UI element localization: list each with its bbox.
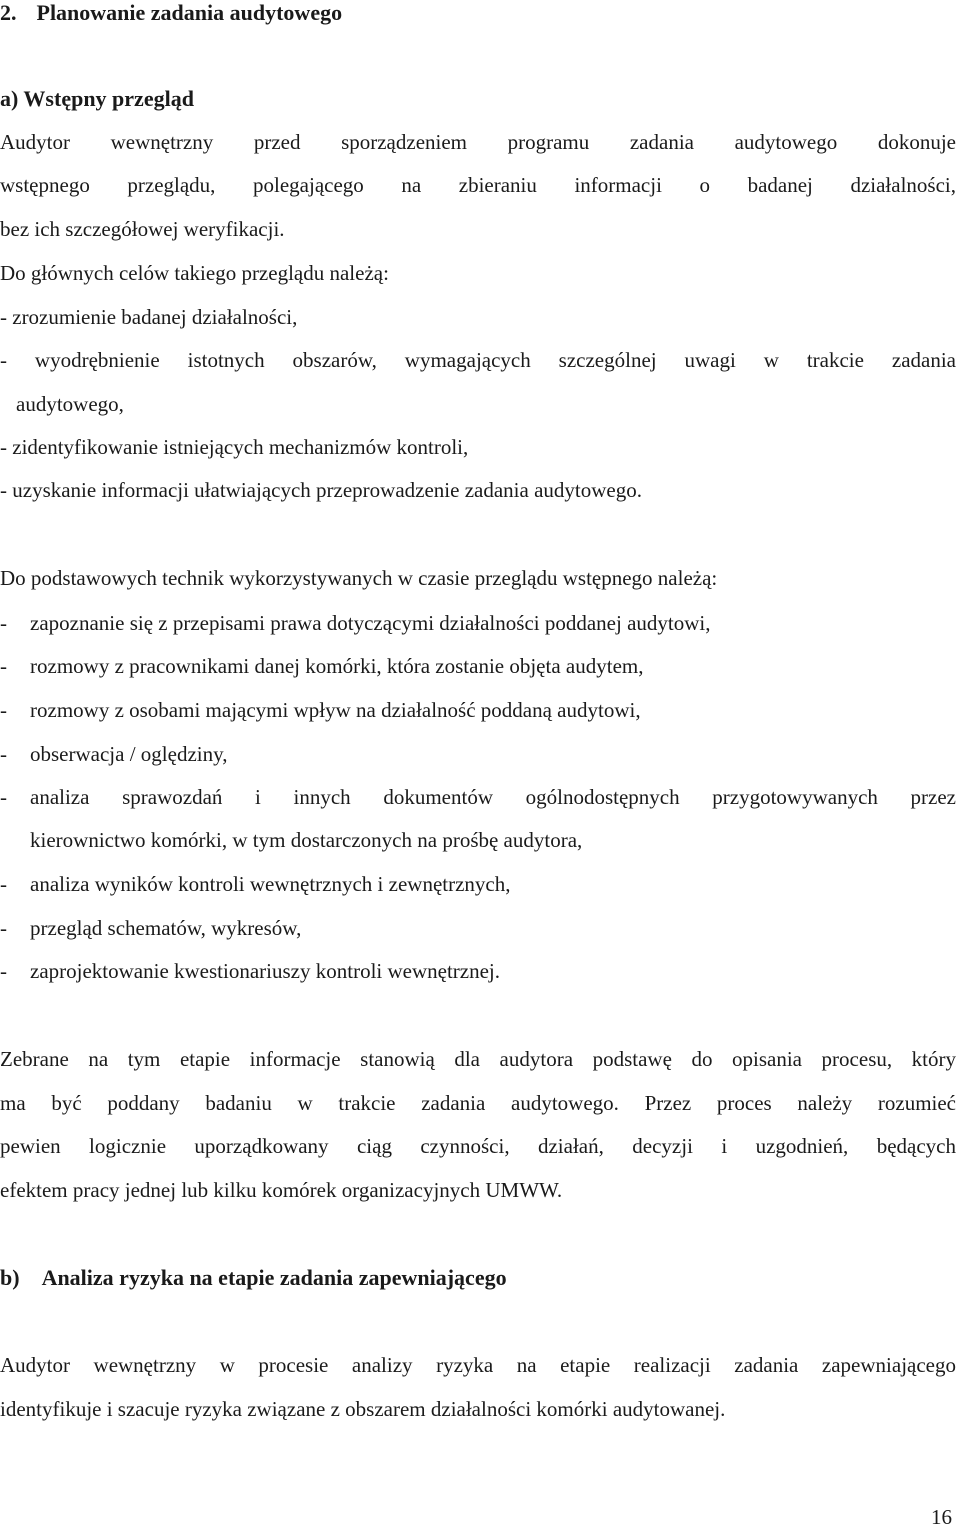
list-dash: - — [0, 872, 7, 896]
list-dash: - — [0, 916, 7, 940]
techniques-lead: Do podstawowych technik wykorzystywanych w czasie przeglądu wstępnego należą: — [0, 566, 718, 590]
technique-text: zaprojektowanie kwestionariuszy kontroli wewnętrznej. — [30, 959, 501, 983]
section-title: Planowanie zadania audytowego — [36, 0, 343, 25]
subsection-b-title: Analiza ryzyka na etapie zadania zapewniającego — [41, 1265, 507, 1290]
goals-lead: Do głównych celów takiego przeglądu należą: — [0, 261, 389, 285]
goal-item: - wyodrębnienie istotnych obszarów, wymagających szczególnej uwagi w trakcie zadania — [0, 348, 956, 372]
list-dash: - — [0, 611, 7, 635]
goal-item: - zidentyfikowanie istniejących mechanizmów kontroli, — [0, 435, 469, 459]
technique-item-continuation — [0, 829, 956, 851]
subsection-b-marker: b) — [0, 1265, 20, 1290]
intro-line: wstępnego przeglądu, polegającego na zbieraniu informacji o badanej działalności, — [0, 173, 956, 197]
subsection-b-line: Audytor wewnętrzny w procesie analizy ryzyka na etapie realizacji zadania zapewniającego — [0, 1353, 956, 1377]
list-dash: - — [0, 654, 7, 678]
technique-item — [0, 873, 956, 895]
section-number: 2. — [0, 0, 17, 25]
technique-text: przegląd schematów, wykresów, — [30, 916, 302, 940]
list-dash: - — [0, 742, 7, 766]
subsection-b-line: identyfikuje i szacuje ryzyka związane z obszarem działalności komórki audytowanej. — [0, 1397, 726, 1421]
list-dash: - — [0, 959, 7, 983]
technique-item — [0, 699, 956, 721]
technique-text: zapoznanie się z przepisami prawa dotyczącymi działalności poddanej audytowi, — [30, 611, 711, 635]
technique-text: rozmowy z pracownikami danej komórki, która zostanie objęta audytem, — [30, 654, 644, 678]
intro-line: Audytor wewnętrzny przed sporządzeniem programu zadania audytowego dokonuje — [0, 130, 956, 154]
subsection-b-heading — [0, 1267, 956, 1289]
technique-item — [0, 612, 956, 634]
page-number: 16 — [931, 1505, 952, 1529]
subsection-a-heading: a) Wstępny przegląd — [0, 86, 194, 111]
technique-text: analiza sprawozdań i innych dokumentów ogólnodostępnych przygotowywanych przez — [30, 785, 956, 809]
technique-item — [0, 786, 956, 808]
section-heading — [0, 2, 956, 24]
goal-item-continuation: audytowego, — [16, 392, 124, 416]
summary-line: Zebrane na tym etapie informacje stanowią dla audytora podstawę do opisania procesu, który — [0, 1047, 956, 1071]
technique-text: obserwacja / oględziny, — [30, 742, 228, 766]
technique-item — [0, 917, 956, 939]
intro-line: bez ich szczegółowej weryfikacji. — [0, 217, 285, 241]
summary-line: efektem pracy jednej lub kilku komórek organizacyjnych UMWW. — [0, 1178, 563, 1202]
technique-text: rozmowy z osobami mającymi wpływ na działalność poddaną audytowi, — [30, 698, 641, 722]
technique-item — [0, 960, 956, 982]
goal-item: - zrozumienie badanej działalności, — [0, 305, 298, 329]
goal-item: - uzyskanie informacji ułatwiających przeprowadzenie zadania audytowego. — [0, 478, 642, 502]
summary-line: pewien logicznie uporządkowany ciąg czynności, działań, decyzji i uzgodnień, będących — [0, 1134, 956, 1158]
technique-item — [0, 743, 956, 765]
list-dash: - — [0, 785, 7, 809]
technique-text: analiza wyników kontroli wewnętrznych i zewnętrznych, — [30, 872, 511, 896]
technique-item — [0, 655, 956, 677]
technique-text: kierownictwo komórki, w tym dostarczonych na prośbę audytora, — [30, 828, 583, 852]
list-dash: - — [0, 698, 7, 722]
summary-line: ma być poddany badaniu w trakcie zadania audytowego. Przez proces należy rozumieć — [0, 1091, 956, 1115]
